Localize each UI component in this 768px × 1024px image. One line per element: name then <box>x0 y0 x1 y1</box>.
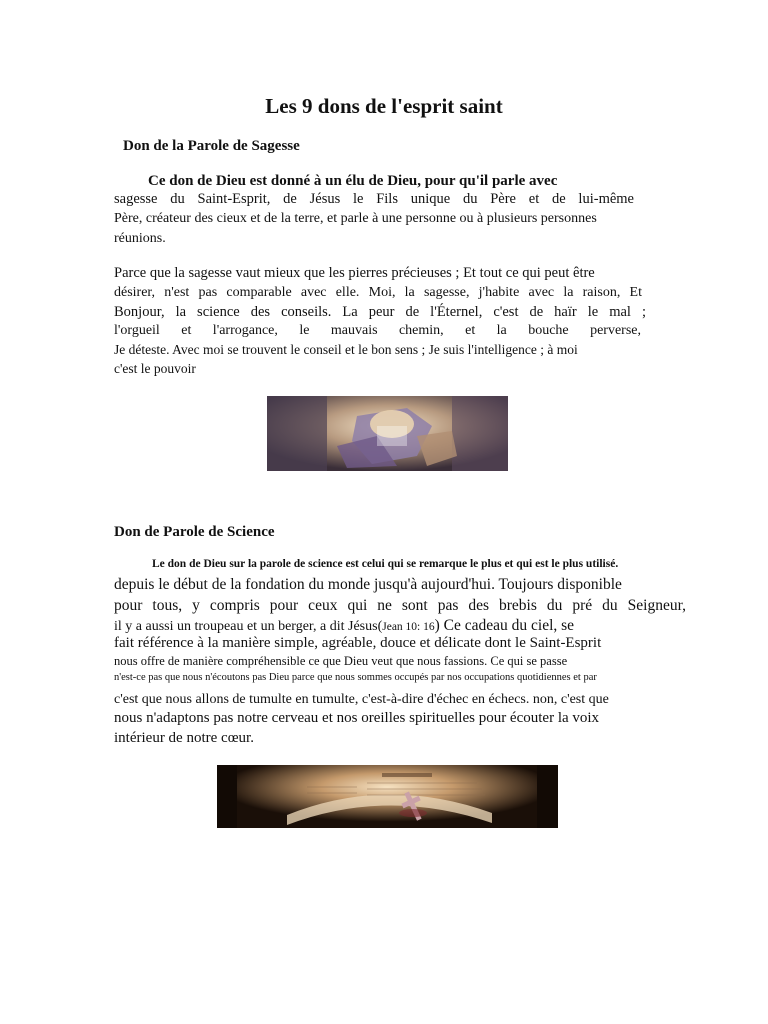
bible-image <box>217 765 558 828</box>
section2-line-text: ) Ce cadeau du ciel, se <box>434 617 575 634</box>
section1-p2-line: Bonjour, la science des conseils. La peur de l'Éternel, c'est de haïr le mal ; <box>114 304 646 320</box>
section1-p2-line: Parce que la sagesse vaut mieux que les pierres précieuses ; Et tout ce qui peut être <box>114 265 595 281</box>
section2-ref-line <box>114 617 574 635</box>
section2-intro: Le don de Dieu sur la parole de science est celui qui se remarque le plus et qui est le plus utilisé. <box>152 558 619 570</box>
section1-p2-line: c'est le pouvoir <box>114 361 196 376</box>
section2-line-text: il y a aussi un troupeau et un berger, a dit Jésus( <box>114 619 383 634</box>
section1-line: réunions. <box>114 231 166 246</box>
section2-line: nous n'adaptons pas notre cerveau et nos oreilles spirituelles pour écouter la voix <box>114 710 600 726</box>
section-heading-knowledge: Don de Parole de Science <box>114 524 275 540</box>
section1-line: Père, créateur des cieux et de la terre, et parle à une personne ou à plusieurs personnes <box>114 211 597 226</box>
section2-line: depuis le début de la fondation du monde jusqu'à aujourd'hui. Toujours disponible <box>114 576 622 593</box>
section1-p2-line: Je déteste. Avec moi se trouvent le conseil et le bon sens ; Je suis l'intelligence ; à moi <box>114 342 578 357</box>
section1-intro: Ce don de Dieu est donné à un élu de Dieu, pour qu'il parle avec <box>148 173 558 189</box>
section2-line: fait référence à la manière simple, agréable, douce et délicate dont le Saint-Esprit <box>114 635 602 651</box>
section2-line: c'est que nous allons de tumulte en tumulte, c'est-à-dire d'échec en échecs. non, c'est que <box>114 692 609 707</box>
page-title: Les 9 dons de l'esprit saint <box>265 94 503 118</box>
section1-p2-line: l'orgueil et l'arrogance, le mauvais chemin, et la bouche perverse, <box>114 323 641 338</box>
section1-line: sagesse du Saint-Esprit, de Jésus le Fils unique du Père et de lui-même <box>114 191 634 207</box>
section-heading-wisdom: Don de la Parole de Sagesse <box>123 138 300 154</box>
painting-image <box>267 396 508 471</box>
section2-line: nous offre de manière compréhensible ce que Dieu veut que nous fassions. Ce qui se passe <box>114 654 568 668</box>
section2-line: intérieur de notre cœur. <box>114 730 254 746</box>
section2-line: n'est-ce pas que nous n'écoutons pas Dieu parce que nous sommes occupés par nos occupations quotidiennes et par <box>114 672 597 683</box>
bible-reference-link[interactable]: Jean 10: 16 <box>382 621 435 633</box>
section2-line: pour tous, y compris pour ceux qui ne sont pas des brebis du pré du Seigneur, <box>114 597 686 614</box>
section1-p2-line: désirer, n'est pas comparable avec elle. Moi, la sagesse, j'habite avec la raison, Et <box>114 285 642 300</box>
